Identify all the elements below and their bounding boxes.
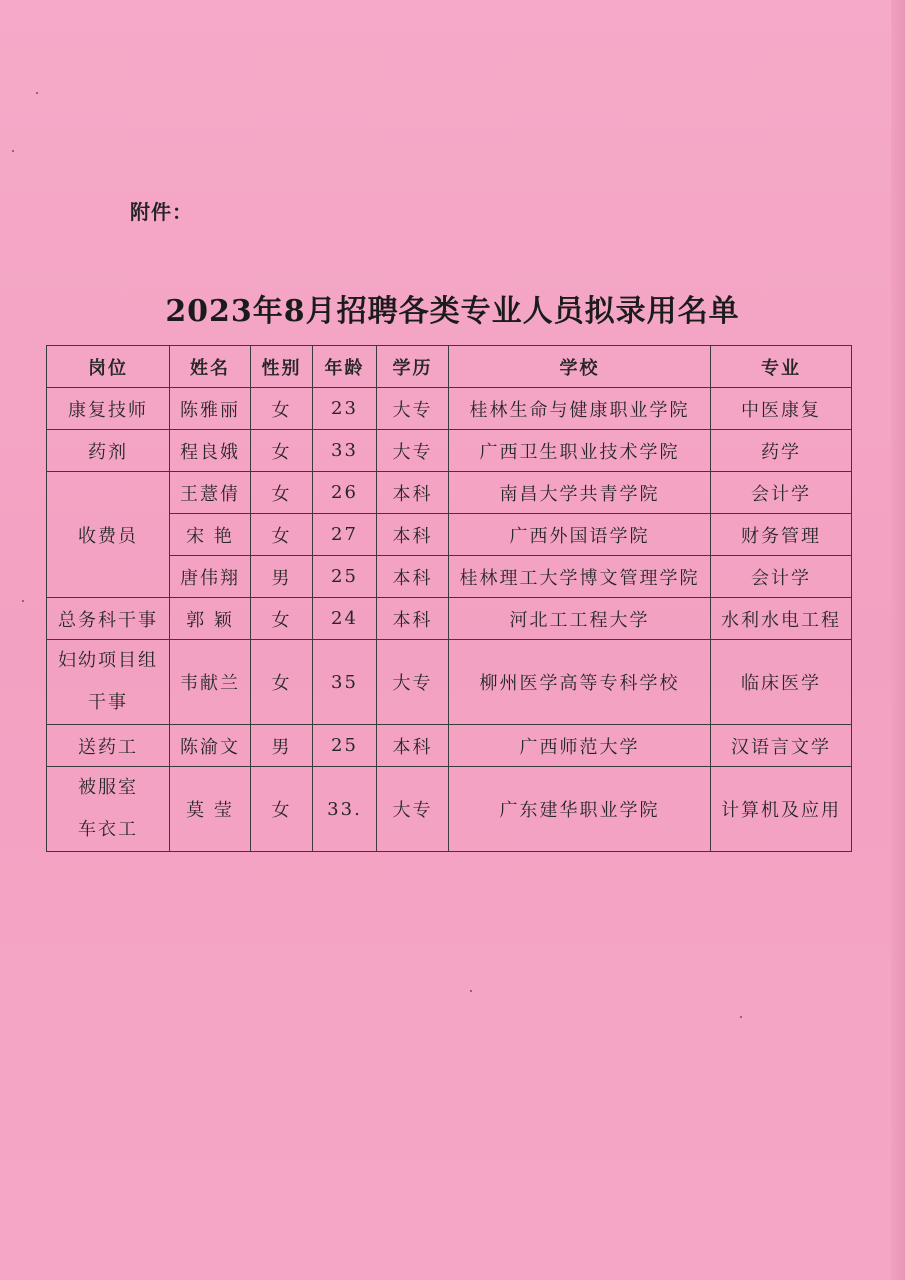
cell-education: 本科: [377, 556, 449, 598]
table-row: [47, 472, 852, 514]
cell-gender: 女: [251, 640, 313, 725]
cell-gender: 女: [251, 472, 313, 514]
header-position: 岗位: [47, 346, 170, 388]
cell-school: 河北工工程大学: [449, 598, 711, 640]
header-school: 学校: [449, 346, 711, 388]
cell-gender: 男: [251, 556, 313, 598]
cell-major: 水利水电工程: [711, 598, 852, 640]
cell-position: 药剂: [47, 430, 170, 472]
header-education: 学历: [377, 346, 449, 388]
cell-position: 收费员: [47, 472, 170, 598]
cell-major: 财务管理: [711, 514, 852, 556]
cell-age: 33: [313, 430, 377, 472]
cell-education: 大专: [377, 767, 449, 852]
cell-name: 郭 颖: [170, 598, 251, 640]
table-row: [47, 598, 852, 640]
cell-education: 本科: [377, 598, 449, 640]
cell-education: 大专: [377, 640, 449, 725]
cell-gender: 男: [251, 725, 313, 767]
cell-position: 康复技师: [47, 388, 170, 430]
cell-age: 25: [313, 725, 377, 767]
cell-education: 本科: [377, 472, 449, 514]
cell-school: 南昌大学共青学院: [449, 472, 711, 514]
cell-name: 莫 莹: [170, 767, 251, 852]
cell-gender: 女: [251, 430, 313, 472]
cell-age: 33.: [313, 767, 377, 852]
paper-speck: [740, 1016, 742, 1018]
table-header-row: [47, 346, 852, 388]
cell-major: 汉语言文学: [711, 725, 852, 767]
cell-position: [47, 640, 170, 725]
cell-name: 宋 艳: [170, 514, 251, 556]
cell-gender: 女: [251, 598, 313, 640]
paper-speck: [470, 990, 472, 992]
cell-school: 广西师范大学: [449, 725, 711, 767]
cell-school: 桂林生命与健康职业学院: [449, 388, 711, 430]
table-row: [47, 725, 852, 767]
table-row: [47, 640, 852, 725]
cell-school: 柳州医学高等专科学校: [449, 640, 711, 725]
header-age: 年龄: [313, 346, 377, 388]
cell-education: 本科: [377, 725, 449, 767]
header-major: 专业: [711, 346, 852, 388]
cell-major: 临床医学: [711, 640, 852, 725]
paper-speck: [12, 150, 14, 152]
cell-age: 25: [313, 556, 377, 598]
attachment-label: 附件：: [130, 200, 193, 224]
paper-speck: [22, 600, 24, 602]
cell-major: 会计学: [711, 556, 852, 598]
paper-edge-shadow: [891, 0, 905, 1280]
cell-position: 送药工: [47, 725, 170, 767]
cell-education: 大专: [377, 430, 449, 472]
cell-gender: 女: [251, 388, 313, 430]
cell-age: 24: [313, 598, 377, 640]
cell-major: 中医康复: [711, 388, 852, 430]
cell-name: 韦献兰: [170, 640, 251, 725]
cell-school: 广西外国语学院: [449, 514, 711, 556]
cell-name: 王薏倩: [170, 472, 251, 514]
cell-age: 26: [313, 472, 377, 514]
cell-school: 广东建华职业学院: [449, 767, 711, 852]
hiring-roster-table: [46, 345, 852, 852]
cell-name: 陈雅丽: [170, 388, 251, 430]
cell-major: 计算机及应用: [711, 767, 852, 852]
cell-major: 会计学: [711, 472, 852, 514]
table-row: [47, 388, 852, 430]
paper-speck: [36, 92, 38, 94]
cell-position: [47, 767, 170, 852]
cell-position-line: 被服室: [78, 777, 138, 798]
cell-position: 总务科干事: [47, 598, 170, 640]
cell-age: 27: [313, 514, 377, 556]
cell-position-line: 妇幼项目组: [58, 650, 158, 671]
table-row: [47, 767, 852, 852]
header-name: 姓名: [170, 346, 251, 388]
cell-gender: 女: [251, 514, 313, 556]
cell-name: 唐伟翔: [170, 556, 251, 598]
cell-school: 广西卫生职业技术学院: [449, 430, 711, 472]
cell-name: 程良娥: [170, 430, 251, 472]
cell-education: 本科: [377, 514, 449, 556]
cell-school: 桂林理工大学博文管理学院: [449, 556, 711, 598]
cell-position-line: 干事: [88, 692, 128, 713]
header-gender: 性别: [251, 346, 313, 388]
page-title: 2023年8月招聘各类专业人员拟录用名单: [165, 294, 740, 329]
cell-age: 23: [313, 388, 377, 430]
cell-age: 35: [313, 640, 377, 725]
cell-education: 大专: [377, 388, 449, 430]
cell-position-line: 车衣工: [78, 819, 138, 840]
cell-major: 药学: [711, 430, 852, 472]
cell-gender: 女: [251, 767, 313, 852]
cell-name: 陈渝文: [170, 725, 251, 767]
table-row: [47, 430, 852, 472]
